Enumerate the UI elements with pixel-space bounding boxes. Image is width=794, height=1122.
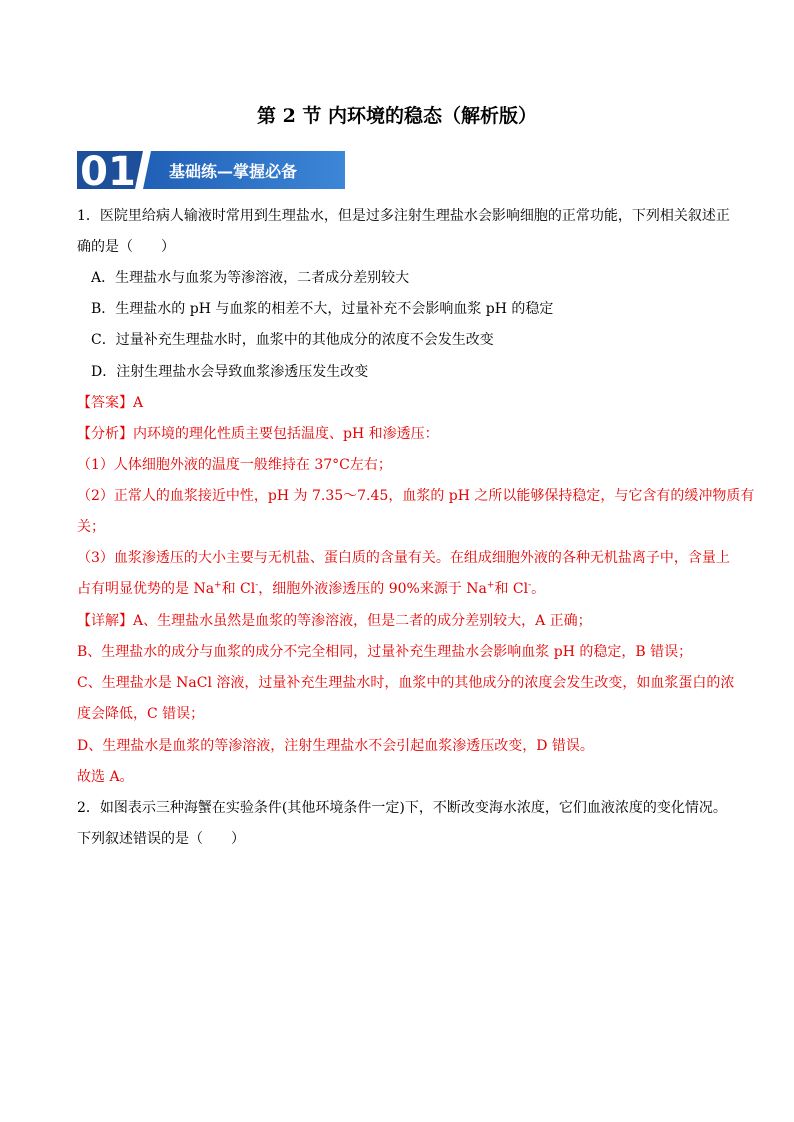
q1-analysis-2-line1: （2）正常人的血浆接近中性，pH 为 7.35～7.45，血浆的 pH 之所以能够保持稳定，与它含有的缓冲物质有 — [77, 488, 755, 504]
q1-stem-line1: 1．医院里给病人输液时常用到生理盐水，但是过多注射生理盐水会影响细胞的正常功能，下列相关叙述正 — [77, 208, 730, 224]
q1-option-a: A．生理盐水与血浆为等渗溶液，二者成分差别较大 — [91, 270, 410, 286]
q2-stem-line1: 2．如图表示三种海蟹在实验条件(其他环境条件一定)下，不断改变海水浓度，它们血液浓度的变化情况。 — [77, 800, 727, 816]
q1-option-d: D．注射生理盐水会导致血浆渗透压发生改变 — [91, 364, 369, 380]
q1-analysis-3-line1: （3）血浆渗透压的大小主要与无机盐、蛋白质的含量有关。在组成细胞外液的各种无机盐离子中，含量上 — [77, 550, 730, 566]
q1-detail-c-line2: 度会降低，C 错误； — [77, 706, 205, 722]
q2-stem-line2: 下列叙述错误的是（ ） — [77, 831, 245, 847]
banner-label: 基础练—掌握必备 — [169, 162, 298, 181]
banner-number: 01 — [80, 149, 136, 191]
q1-detail-a: 【详解】A、生理盐水虽然是血浆的等渗溶液，但是二者的成分差别较大，A 正确； — [77, 613, 592, 629]
q1-conclusion: 故选 A。 — [77, 769, 134, 785]
q1-analysis-head: 【分析】内环境的理化性质主要包括温度、pH 和渗透压： — [77, 426, 439, 442]
q1-option-b: B．生理盐水的 pH 与血浆的相差不大，过量补充不会影响血浆 pH 的稳定 — [91, 301, 554, 317]
q1-detail-d: D、生理盐水是血浆的等渗溶液，注射生理盐水不会引起血浆渗透压改变，D 错误。 — [77, 738, 594, 754]
q1-detail-b: B、生理盐水的成分与血浆的成分不完全相同，过量补充生理盐水会影响血浆 pH 的稳定，B 错误； — [77, 644, 693, 660]
q1-analysis-1: （1）人体细胞外液的温度一般维持在 37°C左右； — [77, 457, 392, 473]
q1-option-c: C．过量补充生理盐水时，血浆中的其他成分的浓度不会发生改变 — [91, 332, 494, 348]
q1-stem-line2: 确的是（ ） — [77, 239, 175, 255]
q1-analysis-2-line2: 关； — [77, 519, 105, 535]
q1-analysis-3-line2: 占有明显优势的是 Na+和 Cl-，细胞外液渗透压的 90%来源于 Na+和 Cl-。 — [77, 580, 546, 597]
q1-answer: 【答案】A — [77, 395, 144, 411]
q1-detail-c-line1: C、生理盐水是 NaCl 溶液，过量补充生理盐水时，血浆中的其他成分的浓度会发生改变，如血浆蛋白的浓 — [77, 675, 735, 691]
page-title: 第 2 节 内环境的稳态（解析版） — [256, 105, 538, 127]
section-banner — [77, 149, 345, 191]
